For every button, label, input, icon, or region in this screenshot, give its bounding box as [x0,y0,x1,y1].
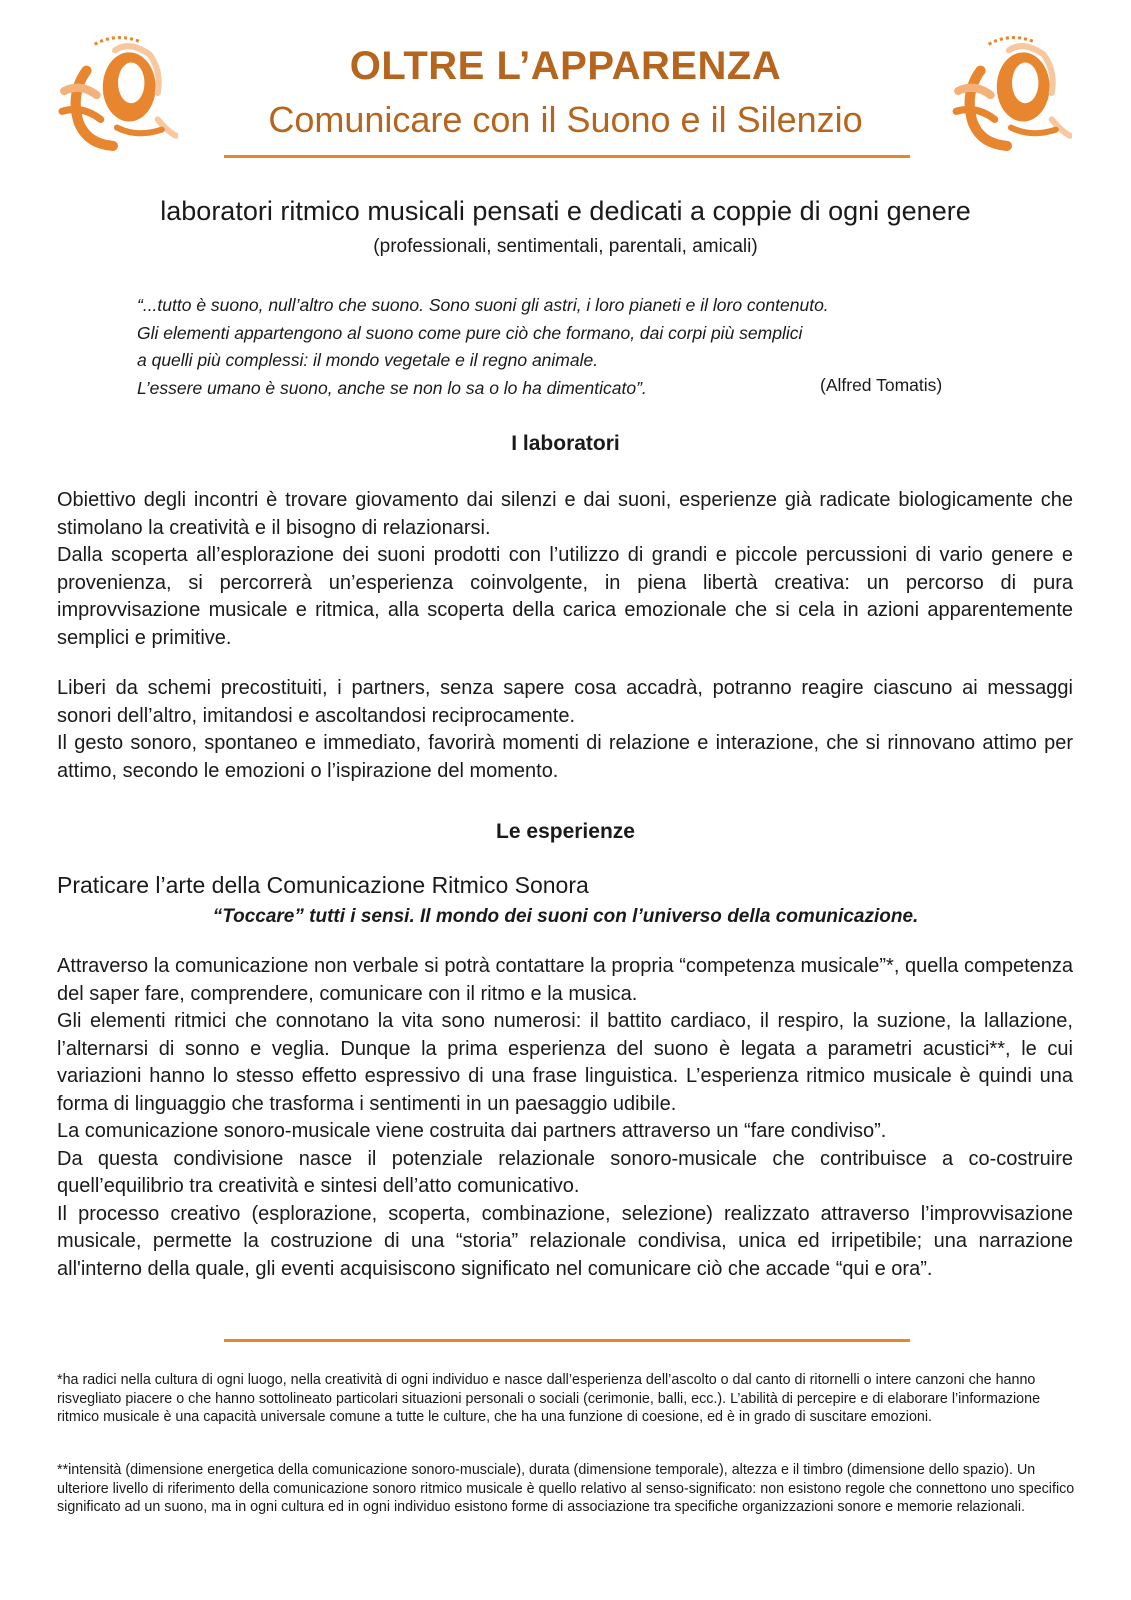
page-title: OLTRE L’APPARENZA [349,44,782,88]
footnote-1: *ha radici nella cultura di ogni luogo, nella creatività di ogni individuo e nasce dall’esperienza dell’ascolto o dal canto di ritornelli o intere canzoni che hanno risvegliato piacere o che hanno sottolineato particolari situazioni personali o sociali (cerimonie, balli, ecc.). L’abilità di percepire e di elaborare l’informazione ritmico musicale è una capacità universale comune a tutte le culture, che ha una funzione di coesione, ed è in grado di suscitare emozioni. [57,1372,1041,1425]
esperienze-text: Il processo creativo (esplorazione, scoperta, combinazione, selezione) realizzato attraverso l’improvvisazione musicale, permette la costruzione di una “storia” relazionale condivisa, unica ed irripetibile; una narrazione all'interno della quale, gli eventi acquisiscono significato nel comunicare ciò che accade “qui e ora”. [57,1202,1073,1280]
laboratori-text: Il gesto sonoro, spontaneo e immediato, favorirà momenti di relazione e interazione, che si rinnovano attimo per attimo, secondo le emozioni o l’ispirazione del momento. [57,732,1073,782]
page-subtitle: Comunicare con il Suono e il Silenzio [268,99,863,140]
laboratori-text: Dalla scoperta all’esplorazione dei suoni prodotti con l’utilizzo di grandi e piccole percussioni di vario genere e provenienza, si percorrerà un’esperienza coinvolgente, in piena libertà creativa: un percorso di pura improvvisazione musicale e ritmica, alla scoperta della carica emozionale che si cela in azioni apparentemente semplici e primitive. [57,544,1073,649]
quote-author: (Alfred Tomatis) [820,375,943,395]
laboratori-paragraph-1 [57,487,1073,652]
quote-line: “...tutto è suono, null’altro che suono. Sono suoni gli astri, i loro pianeti e il loro contenuto. [137,295,829,315]
esperienze-title: Praticare l’arte della Comunicazione Ritmico Sonora [57,872,589,898]
header-divider [224,155,910,158]
intro-tagline: laboratori ritmico musicali pensati e dedicati a coppie di ogni genere [160,196,971,226]
intro-tagline-sub: (professionali, sentimentali, parentali, amicali) [373,236,758,257]
footer-divider [224,1339,910,1342]
laboratori-text: Liberi da schemi precostituiti, i partners, senza sapere cosa accadrà, potranno reagire ciascuno ai messaggi sonori dell’altro, imitandosi e ascoltandosi reciprocamente. [57,677,1073,727]
esperienze-text: Attraverso la comunicazione non verbale si potrà contattare la propria “competenza musicale”*, quella competenza del saper fare, comprendere, comunicare con il ritmo e la musica. [57,955,1073,1005]
quote-line: a quelli più complessi: il mondo vegetale e il regno animale. [137,350,599,370]
footnote-2: **intensità (dimensione energetica della comunicazione sonoro-musciale), durata (dimensione temporale), altezza e il timbro (dimensione dello spazio). Un ulteriore livello di riferimento della comunicazione sonoro ritmico musicale è quello relativo al senso-significato: non esistono regole che connettono uno specifico significato ad un suono, ma in ogni cultura ed in ogni individuo esistono forme di associazione tra specifiche organizzazioni sonore e memorie relazionali. [57,1462,1075,1515]
esperienze-text: La comunicazione sonoro-musicale viene costruita dai partners attraverso un “fare condiviso”. [57,1120,887,1142]
laboratori-text: Obiettivo degli incontri è trovare giovamento dai silenzi e dai suoni, esperienze già radicate biologicamente che stimolano la creatività e il bisogno di relazionarsi. [57,489,1073,539]
quote-line: Gli elementi appartengono al suono come pure ciò che formano, dai corpi più semplici [137,322,803,343]
esperienze-body [57,953,1073,1283]
esperienze-subtitle: “Toccare” tutti i sensi. Il mondo dei suoni con l’universo della comunicazione. [212,906,919,927]
laboratori-paragraph-2 [57,675,1073,785]
section-heading-esperienze: Le esperienze [496,820,635,843]
section-heading-laboratori: I laboratori [511,432,620,455]
esperienze-text: Da questa condivisione nasce il potenziale relazionale sonoro-musicale che contribuisce a co-costruire quell’equilibrio tra creatività e sintesi dell’atto comunicativo. [57,1147,1073,1197]
quote-line: L’essere umano è suono, anche se non lo sa o lo ha dimenticato”. [137,377,647,398]
esperienze-text: Gli elementi ritmici che connotano la vita sono numerosi: il battito cardiaco, il respiro, la suzione, la lallazione, l’alternarsi di sonno e veglia. Dunque la prima esperienza del suono è legata a parametri acustici**, le cui variazioni hanno lo stesso effetto espressivo di una frase linguistica. L’esperienza ritmico musicale è quindi una forma di linguaggio che trasforma i sentimenti in un paesaggio udibile. [57,1010,1073,1115]
